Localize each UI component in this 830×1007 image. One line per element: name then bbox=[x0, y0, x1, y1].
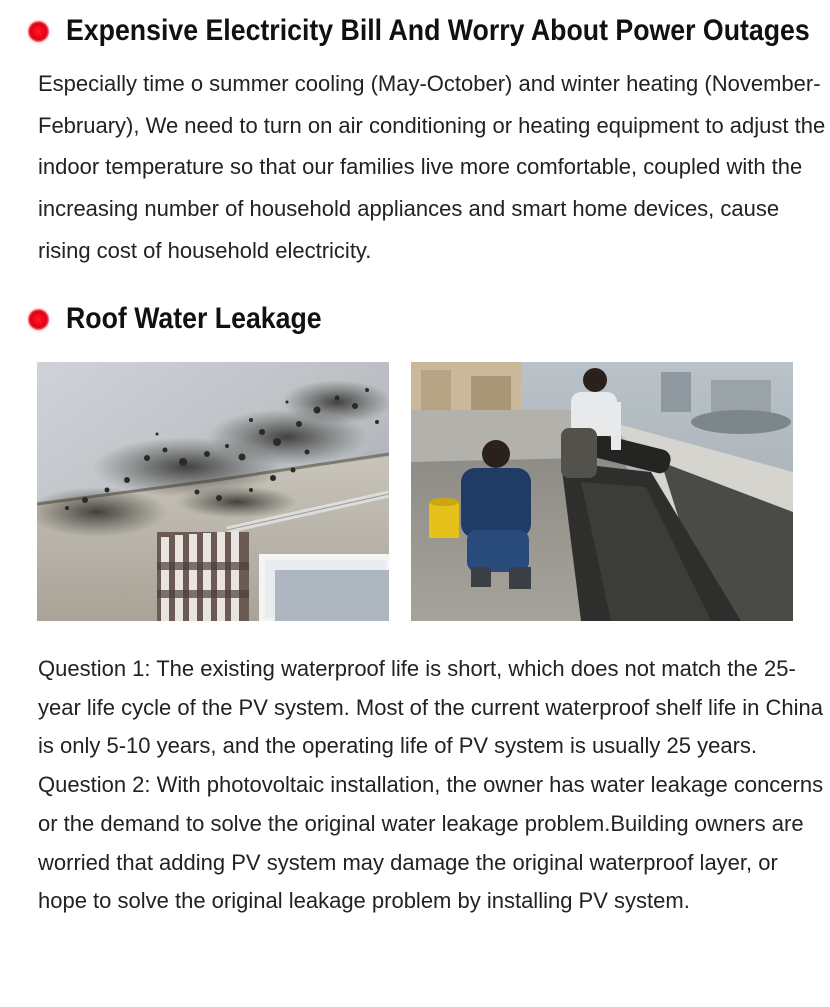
heading-electricity-title: Expensive Electricity Bill And Worry About Power Outages bbox=[66, 14, 810, 47]
red-bullet-icon bbox=[28, 21, 49, 42]
heading-roof-leakage-title: Roof Water Leakage bbox=[66, 302, 322, 335]
question-2-text: Question 2: With photovoltaic installation, the owner has water leakage concerns or the demand to solve the original water leakage problem.Building owners are worried that adding PV system may damage the original waterproof layer, or hope to solve the original leakage problem by installing PV system. bbox=[38, 772, 824, 914]
question-1-text: Question 1: The existing waterproof life is short, which does not match the 25-year life cycle of the PV system. Most of the current waterproof shelf life in China is only 5-10 years, and the operating life of PV system is usually 25 years. bbox=[38, 656, 824, 759]
roof-waterproofing-photo bbox=[411, 362, 793, 621]
leakage-questions bbox=[38, 650, 830, 921]
red-bullet-icon bbox=[28, 309, 49, 330]
section-heading-electricity bbox=[28, 14, 830, 48]
section-heading-roof-leakage bbox=[28, 302, 349, 336]
electricity-paragraph: Especially time o summer cooling (May-October) and winter heating (November-February), We need to turn on air conditioning or heating equipment to adjust the indoor temperature so that our families live more comfortable, coupled with the increasing number of household appliances and smart home devices, cause rising cost of household electricity. bbox=[38, 71, 826, 263]
mold-ceiling-photo bbox=[37, 362, 389, 621]
